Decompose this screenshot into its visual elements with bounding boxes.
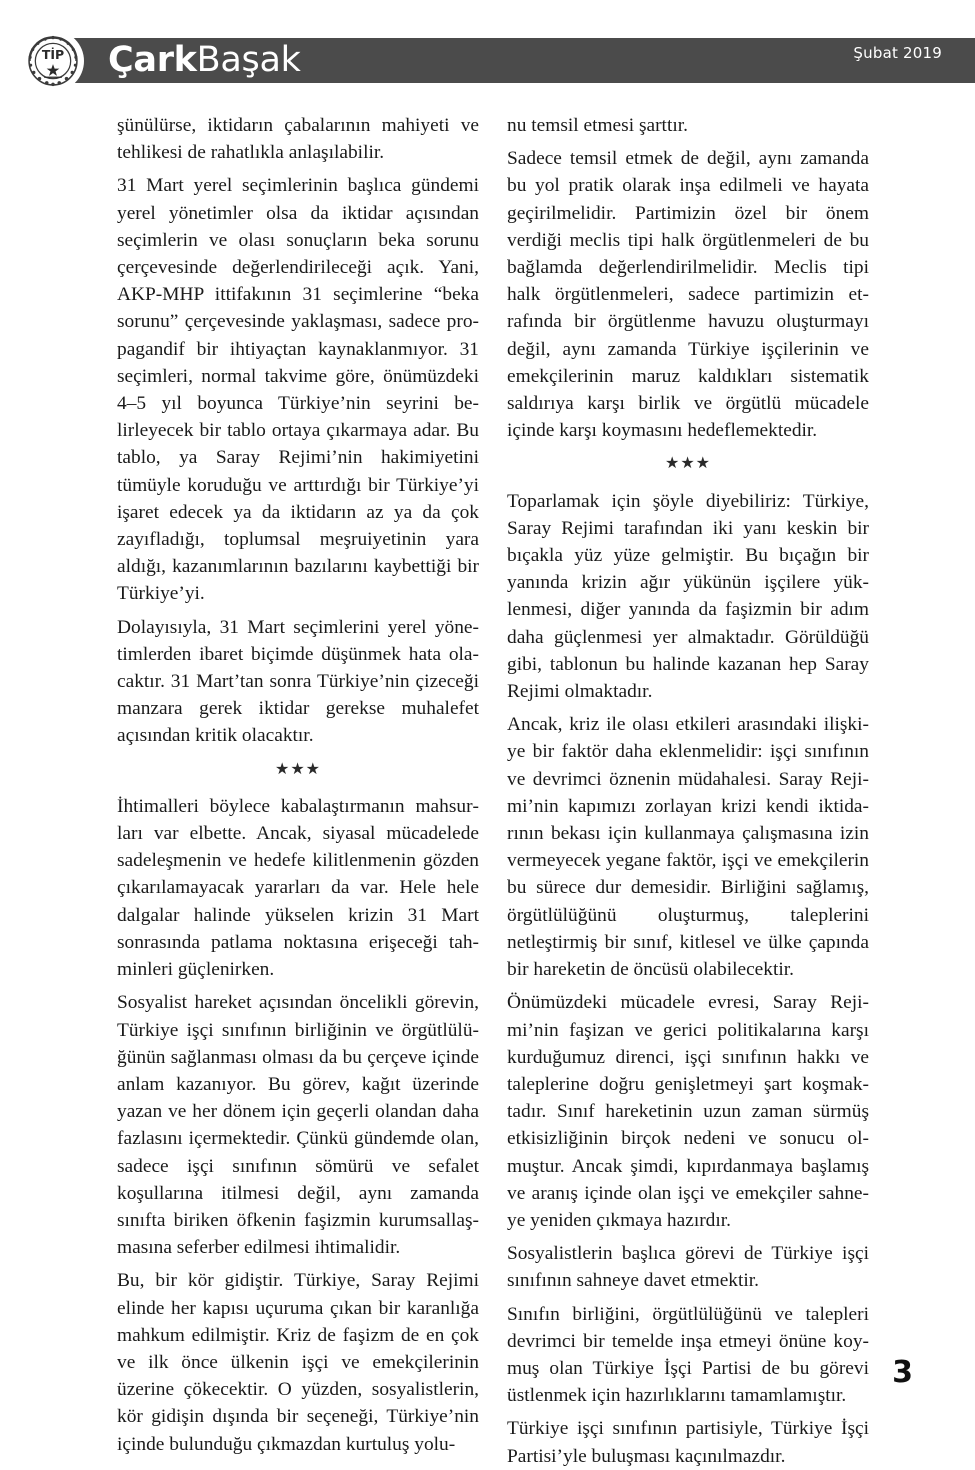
paragraph: şünülürse, iktidarın çabalarının mahiyeti ve tehlikesi de rahatlıkla anlaşılabilir. — [117, 115, 479, 164]
paragraph: Sosyalist hareket açısından öncelikli görevin, Türkiye işçi sınıfının birliğinin ve örgütlülüğünün sağlanması olması da bu çerçeve içinde anlam kazanıyor. Bu görev, kağıt üzerinde yazan ve her dönem için geçerli olandan daha fazlasını içermektedir. Çünkü gündemde olan, sadece işçi sınıfının sömürü ve sefalet koşullarına itilmesi değil, aynı zamanda sınıfta biriken öfkenin faşizmin kurumsallaşmasına seferber edilmesi ihtimalidir. — [117, 992, 479, 1259]
svg-text:TİP: TİP — [41, 46, 65, 62]
issue-date: Şubat 2019 — [853, 44, 942, 62]
paragraph: 31 Mart yerel seçimlerinin başlıca gündemi yerel yönetimler olsa da iktidar açısından seçimlerin ve olası sonuçların beka sorunu çerçevesinde değerlendirileceği açık. Yani, AKP-MHP ittifakının 31 seçimlerine “beka sorunu” çerçevesinde yaklaşması, sadece propagandif bir ihtiyaçtan kaynaklanmıyor. 31 seçimleri, normal takvime göre, önümüzdeki 4–5 yıl boyunca Türkiye’nin seyrini belirleyecek bir tablo ortaya çıkarmaya adar. Bu tablo, ya Saray Rejimi’nin hakimiyetini tümüyle koruduğu ve arttırdığı bir Türkiye’yi işaret edecek ya da iktidarın az ya da çok zayıfladığı, toplumsal meşruiyetinin yara aldığı, kazanımlarının bazılarını kaybettiği bir Türkiye’yi. — [117, 175, 479, 605]
section-separator: ★★★ — [274, 760, 322, 778]
left-column — [117, 112, 479, 1455]
paragraph: Sadece temsil etmek de değil, aynı zamanda bu yol pratik olarak inşa edilmeli ve hayata geçirilmelidir. Partimizin özel bir önem verdiği meclis tipi halk örgütlenmeleri de bu bağlamda değerlendirilmelidir. Meclis tipi halk örgütlenmeleri, sadece partimizin etrafında bir örgütlenme havuzu oluşturmayı değil, aynı zamanda Türkiye işçilerinin ve emekçilerinin maruz kaldıkları sistematik saldırıya karşı birlik ve örgütlü mücadele içinde karşı koymasını hedeflemektedir. — [507, 148, 869, 442]
article-body — [0, 112, 975, 1467]
paragraph: nu temsil etmesi şarttır. — [507, 115, 688, 136]
tip-party-logo — [27, 35, 79, 87]
paragraph: İhtimalleri böylece kabalaştırmanın mahsurları var elbette. Ancak, siyasal mücadelede sadeleşmenin ve hedefe kilitlenmenin gözden çıkarılamayacak yararları da var. Hele hele dalgalar halinde yükselen krizin 31 Mart sonrasında patlama noktasına erişeceği tahminleri güçlenirken. — [117, 795, 479, 981]
publication-title-part-two: Başak — [196, 40, 301, 80]
paragraph: Dolayısıyla, 31 Mart seçimlerini yerel yönetimlerden ibaret biçimde düşünmek hata olacaktır. 31 Mart’tan sonra Türkiye’nin çizeceği manzara gerek iktidar gerekse muhalefet açısından kritik olacaktır. — [117, 616, 479, 747]
page-number: 3 — [892, 1355, 913, 1390]
masthead — [0, 0, 975, 100]
right-column — [507, 112, 869, 1467]
section-separator: ★★★ — [664, 455, 712, 473]
paragraph: Sınıfın birliğini, örgütlülüğünü ve talepleri devrimci bir temelde inşa etmeyi önüne koymuş olan Türkiye İşçi Partisi de bu görevi üstlenmek için hazırlıklarını tamamlamıştır. — [507, 1303, 869, 1407]
publication-title-part-one: Çark — [108, 40, 197, 80]
paragraph: Türkiye işçi sınıfının partisiyle, Türkiye İşçi Partisi’yle buluşması kaçınılmazdır. — [507, 1418, 869, 1467]
paragraph: Önümüzdeki mücadele evresi, Saray Rejimi’nin faşizan ve gerici politikalarına karşı kurduğumuz direnci, işçi sınıfının hakkı ve taleplerine doğru genişletmeyi şart koşmaktadır. Sınıf hareketinin uzun zaman sürmüş etkisizliğinin birçok nedeni ve sonucu olmuştur. Ancak şimdi, kıpırdanmaya başlamış ve aranış içinde olan işçi ve emekçiler sahneye yeniden çıkmaya hazırdır. — [507, 992, 869, 1231]
paragraph: Sosyalistlerin başlıca görevi de Türkiye işçi sınıfının sahneye davet etmektir. — [507, 1243, 869, 1292]
publication-title — [108, 35, 301, 85]
paragraph: Toparlamak için şöyle diyebiliriz: Türkiye, Saray Rejimi tarafından iki yanı keskin bir bıçakla yüz yüze gelmiştir. Bu bıçağın bir yanında krizin ağır yükünün işçilere yüklenmesi, diğer yanında da faşizmin bir adım daha güçlenmesi yer almaktadır. Görüldüğü gibi, tablonun bu halinde kazanan hep Saray Rejimi olmaktadır. — [507, 490, 869, 703]
paragraph: Bu, bir kör gidiştir. Türkiye, Saray Rejimi elinde her kapısı uçuruma çıkan bir karanlığa mahkum edilmiştir. Kriz de faşizm de en çok ve ilk önce ülkenin işçi ve emekçilerinin üzerine çökecektir. O yüzden, sosyalistlerin, kör gidişin dışında bir seçeneği, Türkiye’nin içinde bulunduğu çıkmazdan kurtuluş yolu- — [117, 1270, 479, 1455]
paragraph: Ancak, kriz ile olası etkileri arasındaki ilişkiye bir faktör daha eklenmelidir: işçi sınıfının ve devrimci öznenin müdahalesi. Saray Rejimi’nin kapımızı zorlayan krizi kendi iktidarının bekası için kullanmaya çalışmasına izin vermeyecek yegane faktör, işçi ve emekçilerin bu sürece dur demesidir. Birliğini sağlamış, örgütlülüğünü oluşturmuş, taleplerini netleştirmiş bir sınıf, kitlesel ve ülke çapında bir hareketin de öncüsü olabilecektir. — [507, 714, 869, 981]
